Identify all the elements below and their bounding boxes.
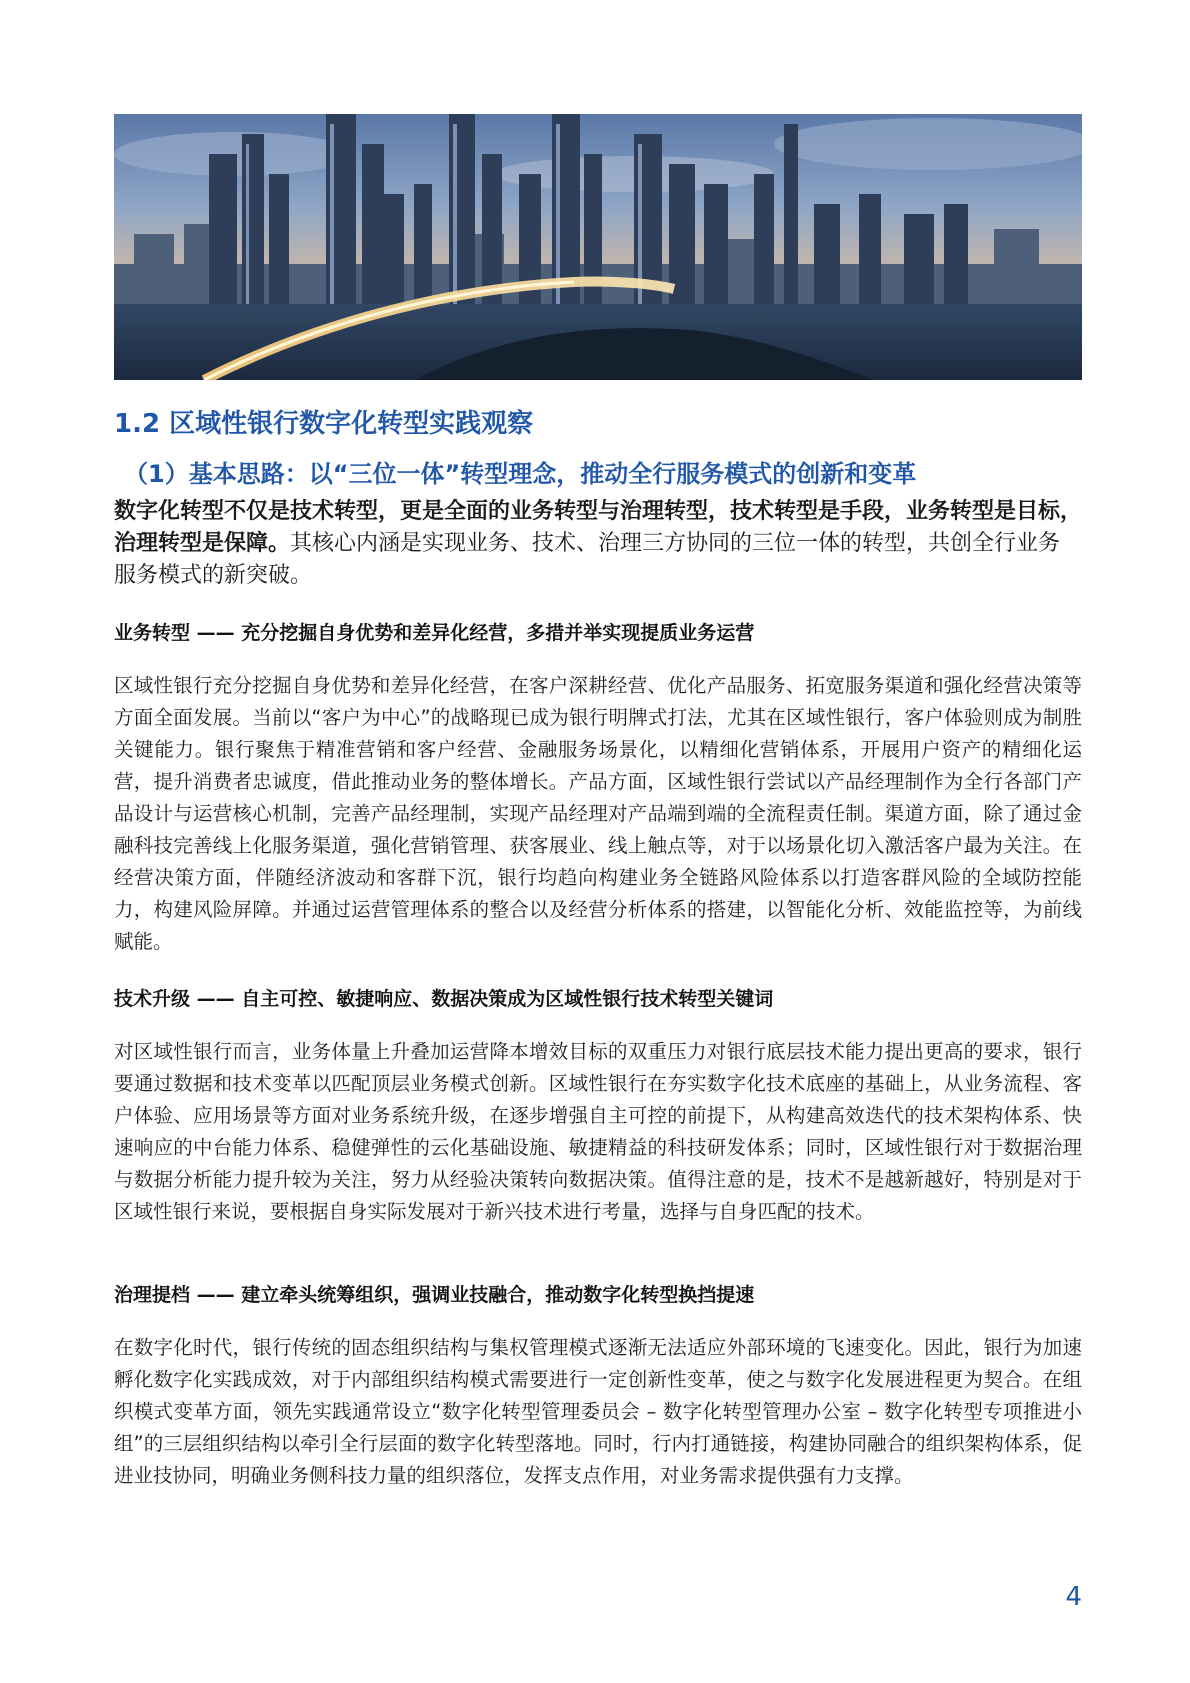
section-subtitle: （1）基本思路：以“三位一体”转型理念，推动全行服务模式的创新和变革 <box>124 460 917 488</box>
business-transformation-block <box>114 618 1082 958</box>
section-title: 1.2 区域性银行数字化转型实践观察 <box>114 409 534 439</box>
technology-upgrade-heading: 技术升级 —— 自主可控、敏捷响应、数据决策成为区域性银行技术转型关键词 <box>114 988 774 1010</box>
governance-upgrade-body: 在数字化时代，银行传统的固态组织结构与集权管理模式逐渐无法适应外部环境的飞速变化。因此，银行为加速孵化数字化实践成效，对于内部组织结构模式需要进行一定创新性变革，使之与数字化发展进程更为契合。在组织模式变革方面，领先实践通常设立“数字化转型管理委员会 – 数字化转型管理办公室 – 数字化转型专项推进小组”的三层组织结构以牵引全行层面的数字化转型落地。同时，行内打通链接，构建协同融合的组织架构体系，促进业技协同，明确业务侧科技力量的组织落位，发挥支点作用，对业务需求提供强有力支撑。 <box>114 1336 1082 1487</box>
hero-city-skyline-image <box>114 114 1082 380</box>
page-number: 4 <box>1065 1582 1082 1612</box>
city-skyline-photo-icon <box>114 114 1082 380</box>
intro-paragraph <box>114 496 1082 592</box>
technology-upgrade-block <box>114 984 1082 1228</box>
business-transformation-heading: 业务转型 —— 充分挖掘自身优势和差异化经营，多措并举实现提质业务运营 <box>114 622 755 644</box>
business-transformation-body: 区域性银行充分挖掘自身优势和差异化经营，在客户深耕经营、优化产品服务、拓宽服务渠道和强化经营决策等方面全面发展。当前以“客户为中心”的战略现已成为银行明牌式打法，尤其在区域性银行，客户体验则成为制胜关键能力。银行聚焦于精准营销和客户经营、金融服务场景化，以精细化营销体系，开展用户资产的精细化运营，提升消费者忠诚度，借此推动业务的整体增长。产品方面，区域性银行尝试以产品经理制作为全行各部门产品设计与运营核心机制，完善产品经理制，实现产品经理对产品端到端的全流程责任制。渠道方面，除了通过金融科技完善线上化服务渠道，强化营销管理、获客展业、线上触点等，对于以场景化切入激活客户最为关注。在经营决策方面，伴随经济波动和客群下沉，银行均趋向构建业务全链路风险体系以打造客群风险的全域防控能力，构建风险屏障。并通过运营管理体系的整合以及经营分析体系的搭建，以智能化分析、效能监控等，为前线赋能。 <box>114 674 1082 953</box>
governance-upgrade-heading: 治理提档 —— 建立牵头统筹组织，强调业技融合，推动数字化转型换挡提速 <box>114 1284 755 1306</box>
intro-text: 其核心内涵是实现业务、技术、治理三方协同的三位一体的转型，共创全行业务服务模式的新突破。 <box>114 531 1061 588</box>
governance-upgrade-block <box>114 1280 1082 1492</box>
technology-upgrade-body: 对区域性银行而言，业务体量上升叠加运营降本增效目标的双重压力对银行底层技术能力提出更高的要求，银行要通过数据和技术变革以匹配顶层业务模式创新。区域性银行在夯实数字化技术底座的基础上，从业务流程、客户体验、应用场景等方面对业务系统升级，在逐步增强自主可控的前提下，从构建高效迭代的技术架构体系、快速响应的中台能力体系、稳健弹性的云化基础设施、敏捷精益的科技研发体系；同时，区域性银行对于数据治理与数据分析能力提升较为关注，努力从经验决策转向数据决策。值得注意的是，技术不是越新越好，特别是对于区域性银行来说，要根据自身实际发展对于新兴技术进行考量，选择与自身匹配的技术。 <box>114 1040 1082 1223</box>
intro-bold-text: 数字化转型不仅是技术转型，更是全面的业务转型与治理转型，技术转型是手段，业务转型是目标，治理转型是保障。 <box>114 499 1083 556</box>
